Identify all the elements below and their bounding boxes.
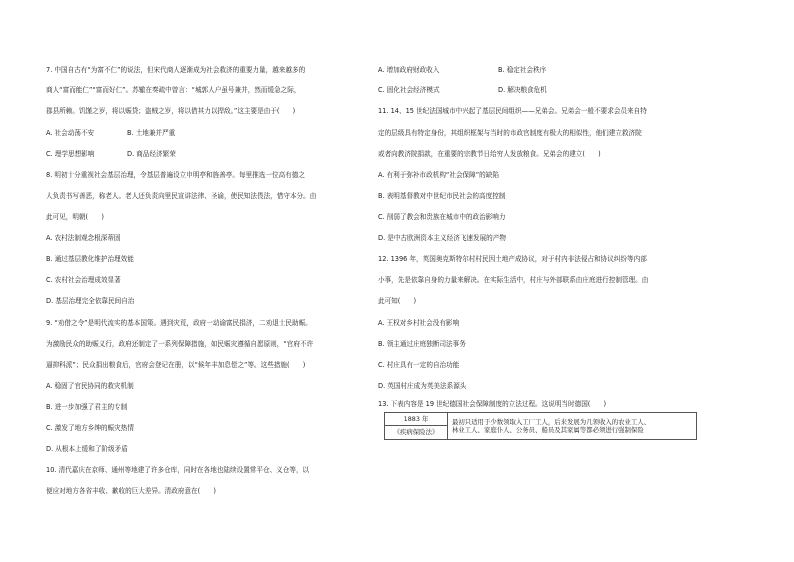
q9-option-d: D. 从根本上缓和了阶级矛盾 bbox=[46, 445, 128, 453]
q11-option-b: B. 表明基督教对中世纪市民社会的高度控制 bbox=[378, 192, 506, 200]
q10-stem-line-2: 便应对地方各省丰收、歉收的巨大差异。清政府意在( ) bbox=[46, 487, 216, 495]
q10-option-b: B. 稳定社会秩序 bbox=[498, 66, 547, 74]
q7-stem-line-1: 7. 中国自古有“为富不仁”的说法，但宋代商人逐渐成为社会救济的重要力量，越来越多的 bbox=[46, 66, 306, 74]
q12-option-c: C. 村庄具有一定的自治功能 bbox=[378, 361, 460, 369]
q10-option-d: D. 解决粮食危机 bbox=[498, 86, 547, 94]
description-line-2: 林业工人、家庭仆人、公务员、船员及其家属等都必须进行强制保险 bbox=[452, 425, 644, 434]
q12-stem-line-2: 小事，先是依靠自身的力量来解决。在实际生活中，村庄与外部联系由庄庭进行控制管理。由 bbox=[378, 276, 649, 284]
q7-stem-line-2: 商人“富而能仁”“富而好仁”。苏辙在奏疏中曾言：“城郭人户虽号兼并，然而缓急之际， bbox=[46, 86, 301, 94]
q8-option-c: C. 农村社会治理成效显著 bbox=[46, 276, 121, 284]
q8-option-d: D. 基层治理完全依靠民间自治 bbox=[46, 297, 135, 305]
q9-option-b: B. 进一步加强了君主的专制 bbox=[46, 403, 128, 411]
q12-option-a: A. 王权对乡村社会没有影响 bbox=[378, 319, 460, 327]
q11-option-c: C. 削弱了教会和贵族在城市中的政治影响力 bbox=[378, 213, 506, 221]
q10-option-a: A. 增加政府财政收入 bbox=[378, 66, 440, 74]
q7-option-b: B. 土地兼并严重 bbox=[127, 129, 176, 137]
q9-stem-line-2: 为激励民众的助赈义行，政府还制定了一系列保障措施，如民赈灾遵循自愿原则，“官府不许 bbox=[46, 340, 314, 348]
q9-stem-line-3: 逼抑科派”；民众捐出粮食后，官府会登记在册，以“候年丰加息偿之”等。这些措施( ) bbox=[46, 361, 306, 369]
description-line-1: 最初只适用于少数领取入工厂工人，后来发展为几领收入的农业工人、 bbox=[452, 417, 651, 426]
q11-stem-line-3: 或者向教济院捐款，在重要的宗教节日给穷人发放粮食。兄弟会的建立( ) bbox=[378, 150, 601, 158]
q8-stem-line-2: 人负责书写善恶，称老人。老人还负责向里民宣讲法律、圣谕，使民知法畏法，惜守本分。由 bbox=[46, 192, 317, 200]
q7-option-c: C. 理学思想影响 bbox=[46, 150, 95, 158]
table-cell-law: 《疾病保险法》 bbox=[385, 426, 448, 439]
q9-option-a: A. 稳固了官民协同的救灾机制 bbox=[46, 382, 134, 390]
table-cell-description bbox=[448, 413, 697, 440]
q8-option-a: A. 农村法制观念根深蒂固 bbox=[46, 234, 121, 242]
legislation-table bbox=[384, 412, 697, 440]
q9-option-c: C. 激发了地方乡绅的赈灾热情 bbox=[46, 424, 134, 432]
q11-stem-line-2: 定的层级具有特定身份，其组织框架与当时的市政官制度有极大的相似性，他们建立救济院 bbox=[378, 129, 642, 137]
q8-stem-line-1: 8. 明初十分重视社会基层治理，令基层普遍设立申明亭和旌善亭。每里推选一位高有德之 bbox=[46, 171, 305, 179]
q7-option-a: A. 社会动荡不安 bbox=[46, 129, 95, 137]
q8-stem-line-3: 此可见，明朝( ) bbox=[46, 213, 104, 221]
q11-option-d: D. 是中古欧洲资本主义经济飞速发展的产物 bbox=[378, 234, 506, 242]
q11-option-a: A. 有利于弥补市政机构“社会保障”的缺陷 bbox=[378, 171, 499, 179]
q12-stem-line-1: 12. 1396 年，英国奥克斯特尔村村民因土地产成协议，对于村内非法侵占和协议纠纷等内部 bbox=[378, 255, 647, 263]
table-cell-year: 1883 年 bbox=[385, 413, 448, 426]
q13-stem: 13. 下表内容是 19 世纪德国社会保障制度的立法过程。这说明当时德国( ) bbox=[378, 400, 607, 408]
table-row bbox=[385, 413, 697, 426]
q7-option-d: D. 商品经济繁荣 bbox=[127, 150, 176, 158]
q9-stem-line-1: 9. “劝借之令”是明代流实的基本国策。遇到灾荒，政府一动谕富民捐济，二劝退士民助赈。 bbox=[46, 319, 312, 327]
q12-option-b: B. 领主通过庄庭独断司法事务 bbox=[378, 340, 466, 348]
q12-option-d: D. 英国村庄成为英美法系源头 bbox=[378, 382, 467, 390]
q8-option-b: B. 通过基层教化维护治理效能 bbox=[46, 255, 134, 263]
q10-option-c: C. 固化社会经济模式 bbox=[378, 86, 440, 94]
q12-stem-line-3: 此可知( ) bbox=[378, 297, 417, 305]
q11-stem-line-1: 11. 14、15 世纪法国城市中兴起了基层民间组织——兄弟会。兄弟会一般不要求会员来自特 bbox=[378, 107, 647, 115]
q10-stem-line-1: 10. 清代嘉庆在京师、通州等地建了许多仓库，同时在各地也陆续设置常平仓、义仓等，以 bbox=[46, 466, 310, 474]
q7-stem-line-3: 郡县所赖。饥馑之岁，将以赈贷；盗贼之岁，将以借其力以捍敌。”这主要是由于( ) bbox=[46, 107, 296, 115]
